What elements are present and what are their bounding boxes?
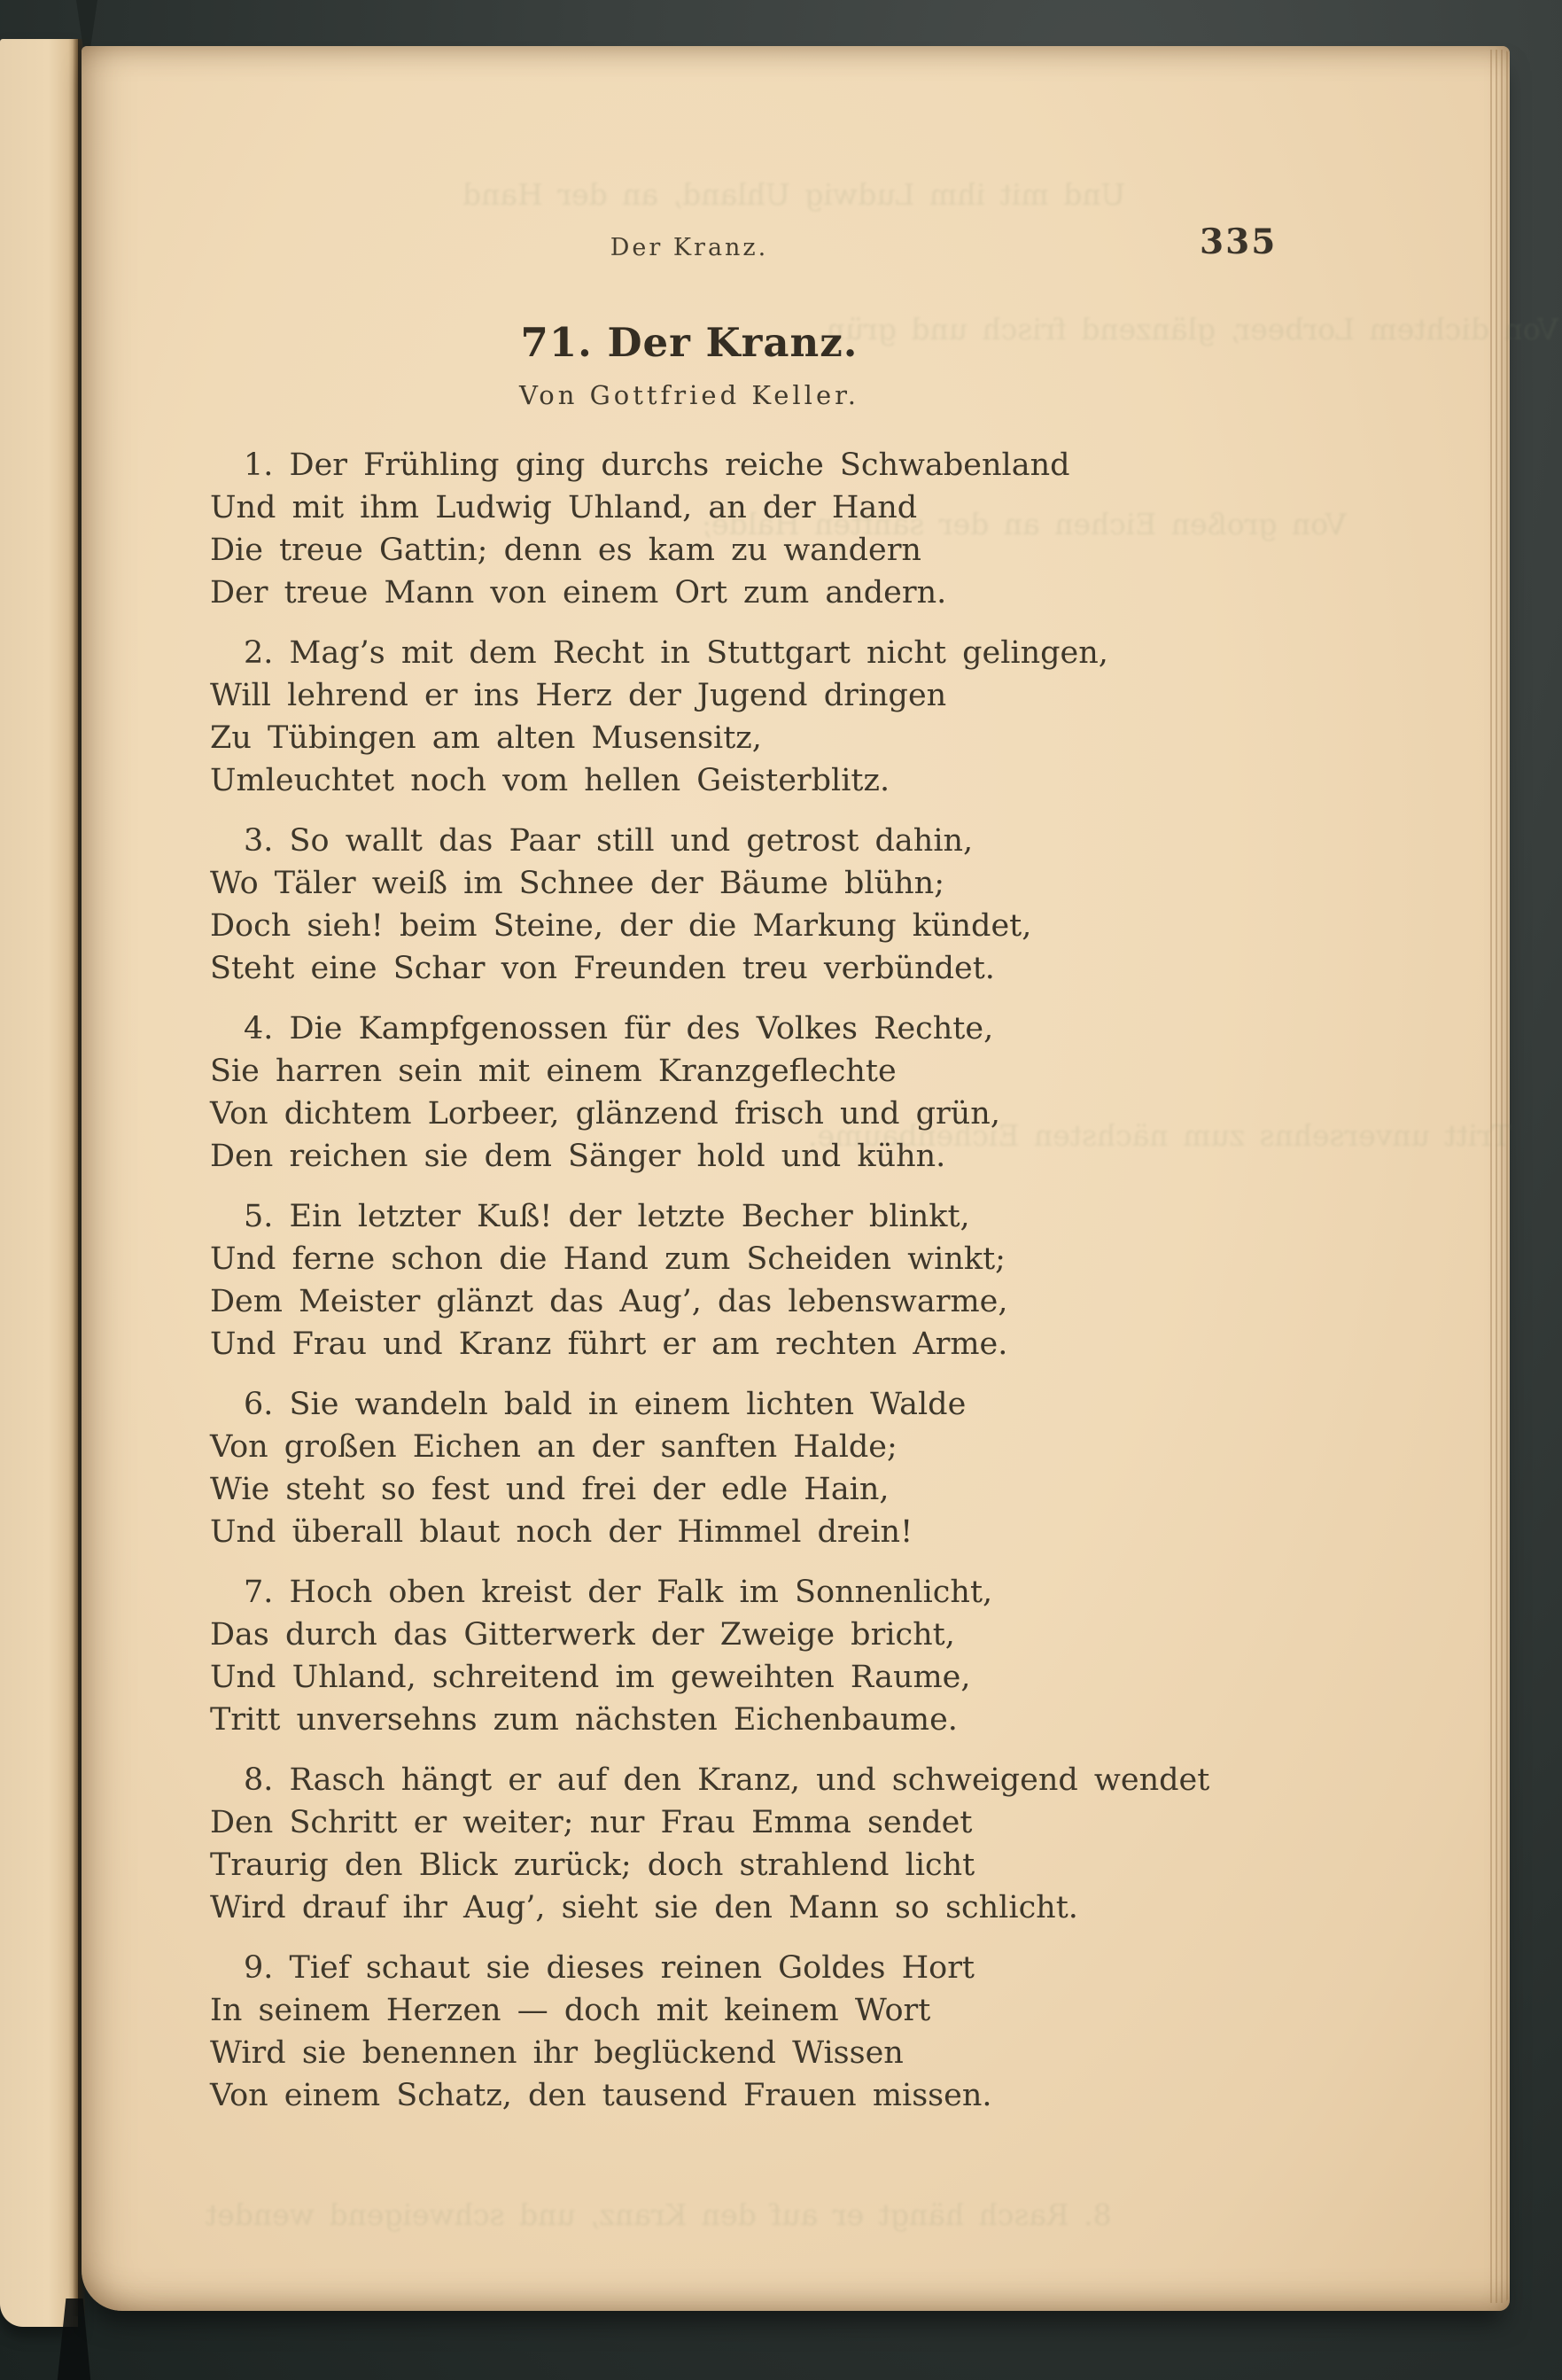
show-through-text: Von großen Eichen an der sanften Halde; — [702, 507, 1347, 541]
stanza — [210, 1947, 1169, 2117]
book-page — [82, 46, 1559, 2311]
poem-title: 71. Der Kranz. — [520, 319, 859, 366]
poem-line: Umleuchtet noch vom hellen Geisterblitz. — [210, 763, 890, 798]
page-number: 335 — [1200, 222, 1278, 262]
poem-line: Und Frau und Kranz führt er am rechten Arme. — [210, 1326, 1008, 1362]
poem-line: 7. Hoch oben kreist der Falk im Sonnenlicht, — [244, 1575, 993, 1610]
show-through-text: Von dichtem Lorbeer, glänzend frisch und grün, — [817, 312, 1559, 346]
facing-page-edge — [0, 39, 78, 2327]
poem-line: In seinem Herzen — doch mit keinem Wort — [210, 1993, 931, 2028]
show-through-text: Tritt unversehns zum nächsten Eichenbaume. — [808, 1118, 1511, 1153]
poem-line: Von großen Eichen an der sanften Halde; — [210, 1429, 898, 1465]
show-through-text: 8. Rasch hängt er auf den Kranz, und schweigend wendet — [206, 2197, 1112, 2232]
poem-line: Doch sieh! beim Steine, der die Markung kündet, — [210, 908, 1032, 944]
page-edge-stack — [1490, 50, 1510, 2303]
running-head: Der Kranz. — [610, 234, 769, 261]
poem-line: Will lehrend er ins Herz der Jugend dringen — [210, 678, 947, 713]
poem — [210, 319, 1210, 2135]
poem-line: Wo Täler weiß im Schnee der Bäume blühn; — [210, 866, 944, 901]
show-through-text: Und mit ihm Ludwig Uhland, an der Hand — [462, 177, 1126, 212]
poem-line: 1. Der Frühling ging durchs reiche Schwabenland — [244, 447, 1070, 483]
poem-line: 5. Ein letzter Kuß! der letzte Becher blinkt, — [244, 1199, 970, 1234]
poem-line: Sie harren sein mit einem Kranzgeflechte — [210, 1054, 897, 1089]
stanza — [210, 1007, 1169, 1178]
poem-line: Wird drauf ihr Aug’, sieht sie den Mann so schlicht. — [210, 1890, 1078, 1925]
poem-line: Und Uhland, schreitend im geweihten Raume, — [210, 1660, 971, 1695]
poem-line: Von dichtem Lorbeer, glänzend frisch und grün, — [210, 1096, 1000, 1132]
poem-line: Traurig den Blick zurück; doch strahlend licht — [210, 1847, 975, 1883]
poem-line: 9. Tief schaut sie dieses reinen Goldes Hort — [244, 1950, 975, 1986]
poem-line: Wie steht so fest und frei der edle Hain, — [210, 1472, 890, 1507]
poem-line: 4. Die Kampfgenossen für des Volkes Rechte, — [244, 1011, 994, 1046]
poem-line: 8. Rasch hängt er auf den Kranz, und schweigend wendet — [244, 1762, 1210, 1798]
poem-line: 2. Mag’s mit dem Recht in Stuttgart nicht gelingen, — [244, 635, 1108, 671]
poem-line: Das durch das Gitterwerk der Zweige bricht, — [210, 1617, 955, 1653]
stanza — [210, 1383, 1169, 1553]
stanza — [210, 632, 1169, 802]
poem-line: Wird sie benennen ihr beglückend Wissen — [210, 2035, 904, 2071]
poem-line: Tritt unversehns zum nächsten Eichenbaume. — [210, 1702, 958, 1738]
stanza — [210, 820, 1169, 990]
poem-line: Und überall blaut noch der Himmel drein! — [210, 1514, 913, 1550]
poem-line: 3. So wallt das Paar still und getrost dahin, — [244, 823, 974, 859]
poem-line: Von einem Schatz, den tausend Frauen missen. — [210, 2078, 992, 2113]
stanza — [210, 1571, 1169, 1741]
poem-line: 6. Sie wandeln bald in einem lichten Walde — [244, 1387, 967, 1422]
poem-line: Und mit ihm Ludwig Uhland, an der Hand — [210, 490, 918, 525]
poem-line: Den reichen sie dem Sänger hold und kühn. — [210, 1139, 946, 1174]
poem-line: Dem Meister glänzt das Aug’, das lebenswarme, — [210, 1284, 1008, 1319]
stanza — [210, 1759, 1210, 1929]
poem-line: Steht eine Schar von Freunden treu verbündet. — [210, 951, 995, 986]
poem-line: Und ferne schon die Hand zum Scheiden winkt; — [210, 1241, 1006, 1277]
stanza — [210, 1195, 1169, 1365]
poem-line: Der treue Mann von einem Ort zum andern. — [210, 575, 947, 611]
poem-byline: Von Gottfried Keller. — [518, 380, 860, 410]
poem-body — [210, 444, 1210, 2117]
stanza — [210, 444, 1169, 614]
poem-line: Die treue Gattin; denn es kam zu wandern — [210, 533, 921, 568]
poem-line: Zu Tübingen am alten Musensitz, — [210, 720, 762, 756]
poem-line: Den Schritt er weiter; nur Frau Emma sendet — [210, 1805, 973, 1840]
